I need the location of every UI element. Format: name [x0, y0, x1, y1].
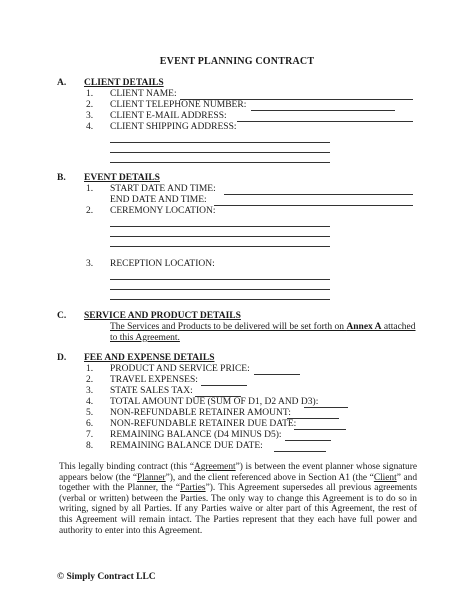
planner-term: Planner — [137, 472, 166, 483]
client-name-label: CLIENT NAME: — [110, 89, 177, 99]
section-d-letter: D. — [57, 353, 67, 363]
total-amount-field[interactable] — [304, 407, 348, 408]
section-b-item-num: 1. — [86, 184, 94, 194]
section-d-item-num: 8. — [86, 441, 94, 451]
section-b-item-num: 2. — [86, 206, 94, 216]
parties-term: Parties — [180, 483, 206, 494]
agreement-term: Agreement — [193, 462, 236, 472]
agreement-text: ”). This Agreement supersedes all previous agreements (verbal or written) between the Parties. The only way to change this Agreement is to do so in writing, signed by all Parties. If any Parties waive or alter part of this Agreement, the rest of this Agreement will remain intact. The Parties represent that they each have full power and authority to enter into this Agreement. — [59, 483, 417, 536]
client-term: Client — [373, 472, 397, 483]
shipping-address-line[interactable] — [110, 142, 330, 143]
agreement-text: ”), and the client referenced above in Section A1 (the “ — [165, 472, 374, 483]
reception-location-line[interactable] — [110, 279, 330, 280]
travel-expenses-field[interactable] — [201, 385, 247, 386]
retainer-due-date-field[interactable] — [294, 429, 346, 430]
balance-due-date-label: REMAINING BALANCE DUE DATE: — [110, 441, 263, 451]
section-c-letter: C. — [57, 311, 67, 321]
retainer-amount-label: NON-REFUNDABLE RETAINER AMOUNT: — [110, 408, 291, 418]
section-a-heading: CLIENT DETAILS — [84, 78, 164, 88]
reception-location-label: RECEPTION LOCATION: — [110, 259, 215, 269]
agreement-text: This legally binding contract (this “ — [59, 462, 194, 472]
section-d-item-num: 2. — [86, 375, 94, 385]
client-email-field[interactable] — [237, 121, 413, 122]
sales-tax-label: STATE SALES TAX: — [110, 386, 193, 396]
section-d-item-num: 3. — [86, 386, 94, 396]
balance-due-date-field[interactable] — [274, 451, 326, 452]
reception-location-line[interactable] — [110, 289, 330, 290]
section-d-item-num: 1. — [86, 364, 94, 374]
end-date-label: END DATE AND TIME: — [110, 195, 207, 205]
ceremony-location-line[interactable] — [110, 226, 330, 227]
section-b-item-num: 3. — [86, 259, 94, 269]
section-a-item-num: 1. — [86, 89, 94, 99]
section-a-item-num: 2. — [86, 100, 94, 110]
client-email-label: CLIENT E-MAIL ADDRESS: — [110, 111, 227, 121]
client-shipping-label: CLIENT SHIPPING ADDRESS: — [110, 122, 237, 132]
agreement-paragraph — [59, 462, 417, 536]
reception-location-line[interactable] — [110, 299, 330, 300]
annex-a-reference: Annex A — [346, 322, 382, 332]
agreement-text: ”) is between the event planner whose signature appears below (the “ — [59, 462, 417, 483]
shipping-address-line[interactable] — [110, 152, 330, 153]
client-phone-field[interactable] — [251, 110, 395, 111]
shipping-address-line[interactable] — [110, 162, 330, 163]
remaining-balance-label: REMAINING BALANCE (D4 MINUS D5): — [110, 430, 282, 440]
section-b-letter: B. — [57, 173, 66, 183]
total-amount-label: TOTAL AMOUNT DUE (SUM OF D1, D2 AND D3): — [110, 397, 319, 407]
section-d-item-num: 4. — [86, 397, 94, 407]
remaining-balance-field[interactable] — [285, 440, 331, 441]
section-a-letter: A. — [57, 78, 67, 88]
copyright-footer: © Simply Contract LLC — [57, 572, 156, 582]
ceremony-location-line[interactable] — [110, 246, 330, 247]
section-d-heading: FEE AND EXPENSE DETAILS — [84, 353, 215, 363]
section-b-heading: EVENT DETAILS — [84, 173, 160, 183]
product-price-field[interactable] — [254, 374, 300, 375]
retainer-due-date-label: NON-REFUNDABLE RETAINER DUE DATE: — [110, 419, 297, 429]
product-price-label: PRODUCT AND SERVICE PRICE: — [110, 364, 250, 374]
start-date-field[interactable] — [224, 194, 413, 195]
ceremony-location-line[interactable] — [110, 236, 330, 237]
section-d-item-num: 7. — [86, 430, 94, 440]
start-date-label: START DATE AND TIME: — [110, 184, 216, 194]
agreement-text: ” and together with the Planner, the “ — [59, 472, 418, 494]
page-title: EVENT PLANNING CONTRACT — [159, 56, 315, 67]
section-d-item-num: 5. — [86, 408, 94, 418]
section-a-item-num: 4. — [86, 122, 94, 132]
section-c-note — [110, 322, 416, 343]
end-date-field[interactable] — [214, 205, 413, 206]
ceremony-location-label: CEREMONY LOCATION: — [110, 206, 216, 216]
section-c-note-text: attached to this Agreement. — [110, 322, 416, 343]
travel-expenses-label: TRAVEL EXPENSES: — [110, 375, 198, 385]
section-d-item-num: 6. — [86, 419, 94, 429]
section-c-heading: SERVICE AND PRODUCT DETAILS — [84, 311, 241, 321]
section-c-note-text: The Services and Products to be delivered will be set forth on — [110, 322, 347, 332]
section-a-item-num: 3. — [86, 111, 94, 121]
client-phone-label: CLIENT TELEPHONE NUMBER: — [110, 100, 247, 110]
